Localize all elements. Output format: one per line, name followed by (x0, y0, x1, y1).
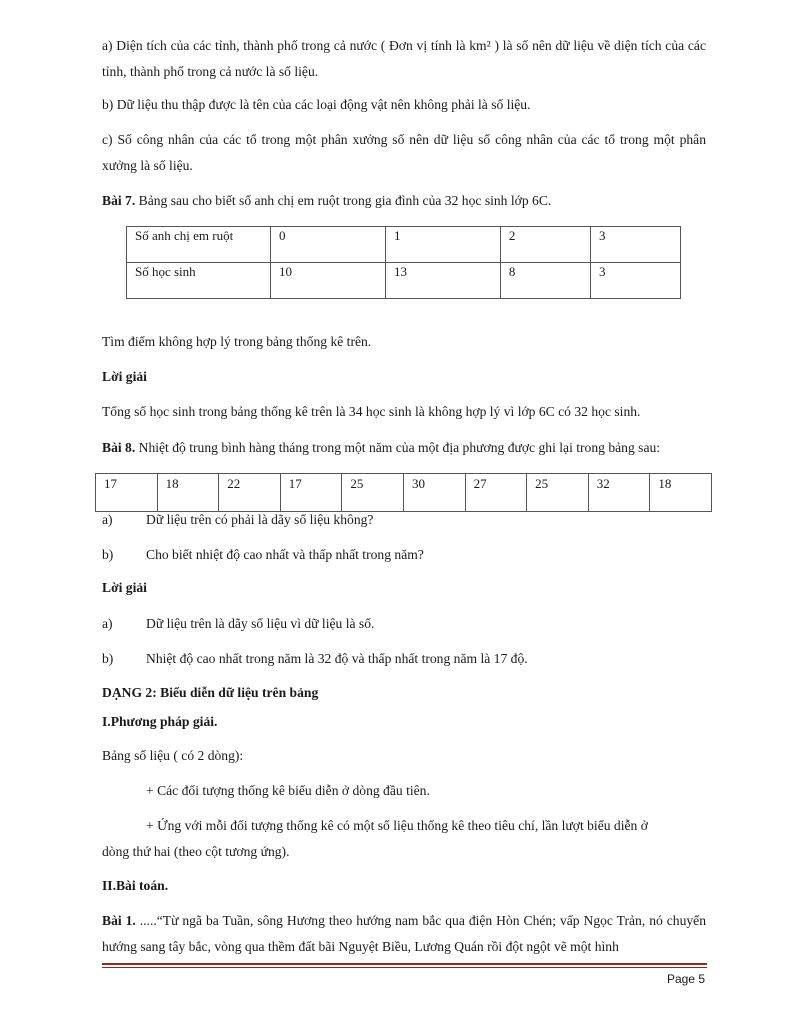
problems-title: II.Bài toán. (102, 878, 169, 893)
method-title: I.Phương pháp giải. (102, 714, 218, 729)
table-cell: 27 (465, 474, 527, 512)
table-cell: 18 (650, 474, 712, 512)
table-row (127, 227, 681, 263)
bai8-answer-b (102, 649, 528, 669)
table-cell: 25 (342, 474, 404, 512)
bai8-title: Bài 8. (102, 440, 136, 455)
table-cell: 3 (590, 263, 680, 299)
table-cell: 30 (403, 474, 465, 512)
bai7-question: Tìm điểm không hợp lý trong bảng thống kê trên. (102, 334, 372, 349)
list-label: b) (102, 651, 114, 666)
method-point-1: + Các đối tượng thống kê biểu diễn ở dòng đầu tiên. (146, 783, 430, 798)
list-text: Dữ liệu trên có phải là dãy số liệu không? (146, 512, 374, 527)
list-text: Nhiệt độ cao nhất trong năm là 32 độ và thấp nhất trong năm là 17 độ. (146, 651, 528, 666)
table-cell: 3 (590, 227, 680, 263)
bai7-solution-title: Lời giải (102, 369, 147, 384)
footer-rule-thin (102, 967, 707, 968)
footer-rule (102, 963, 707, 965)
table-cell: 17 (96, 474, 158, 512)
list-label: a) (102, 616, 113, 631)
bai7-solution: Tổng số học sinh trong bảng thống kê trên là 34 học sinh là không hợp lý vì lớp 6C có 32 học sinh. (102, 404, 641, 419)
bai8-heading (102, 435, 706, 461)
paragraph-b: b) Dữ liệu thu thập được là tên của các loại động vật nên không phải là số liệu. (102, 97, 531, 112)
bai8-text: Nhiệt độ trung bình hàng tháng trong một năm của một địa phương được ghi lại trong bảng sau: (135, 440, 661, 455)
bai1-paragraph (102, 908, 706, 960)
table-cell: 17 (280, 474, 342, 512)
table-row (96, 474, 712, 512)
table-cell: 32 (588, 474, 650, 512)
bai8-question-b (102, 545, 424, 565)
list-text: Cho biết nhiệt độ cao nhất và thấp nhất trong năm? (146, 547, 424, 562)
table-cell: 2 (500, 227, 590, 263)
table-cell: 18 (157, 474, 219, 512)
bai7-title: Bài 7. (102, 193, 136, 208)
page-number: Page 5 (666, 972, 705, 986)
list-label: b) (102, 547, 114, 562)
method-intro: Bảng số liệu ( có 2 dòng): (102, 748, 244, 763)
bai8-table (95, 473, 712, 512)
table-cell: Số học sinh (127, 263, 271, 299)
table-cell: 1 (385, 227, 500, 263)
table-cell: Số anh chị em ruột (127, 227, 271, 263)
bai8-answer-a (102, 614, 374, 634)
bai1-text: .....“Từ ngã ba Tuần, sông Hương theo hướng nam bắc qua điện Hòn Chén; vấp Ngọc Trản, nó chuyển hướng sang tây bắc, vòng qua thềm đất bãi Nguyệt Biều, Lương Quán rồi đột ngột vẽ một hình (102, 913, 706, 954)
table-cell: 25 (527, 474, 589, 512)
bai1-title: Bài 1. (102, 913, 136, 928)
table-cell: 10 (271, 263, 386, 299)
table-cell: 13 (385, 263, 500, 299)
bai7-heading (102, 188, 706, 214)
table-cell: 0 (271, 227, 386, 263)
method-point-2-cont: dòng thứ hai (theo cột tương ứng). (102, 844, 290, 859)
method-point-2: + Ứng với mỗi đối tượng thống kê có một số liệu thống kê theo tiêu chí, lần lượt biểu diễn ở (146, 818, 648, 833)
list-text: Dữ liệu trên là dãy số liệu vì dữ liệu là số. (146, 616, 375, 631)
bai8-question-a (102, 510, 373, 530)
table-cell: 8 (500, 263, 590, 299)
bai7-table (126, 226, 681, 299)
paragraph-a: a) Diện tích của các tỉnh, thành phố trong cả nước ( Đơn vị tính là km² ) là số nên dữ liệu về diện tích của các tỉnh, thành phố trong cả nước là số liệu. (102, 38, 706, 79)
bai7-text: Bảng sau cho biết số anh chị em ruột trong gia đình của 32 học sinh lớp 6C. (135, 193, 552, 208)
paragraph-c: c) Số công nhân của các tổ trong một phân xưởng số nên dữ liệu số công nhân của các tổ trong một phân xưởng là số liệu. (102, 132, 706, 173)
list-label: a) (102, 512, 113, 527)
bai8-solution-title: Lời giải (102, 580, 147, 595)
table-row (127, 263, 681, 299)
table-cell: 22 (219, 474, 281, 512)
dang2-title: DẠNG 2: Biểu diễn dữ liệu trên bảng (102, 685, 319, 700)
